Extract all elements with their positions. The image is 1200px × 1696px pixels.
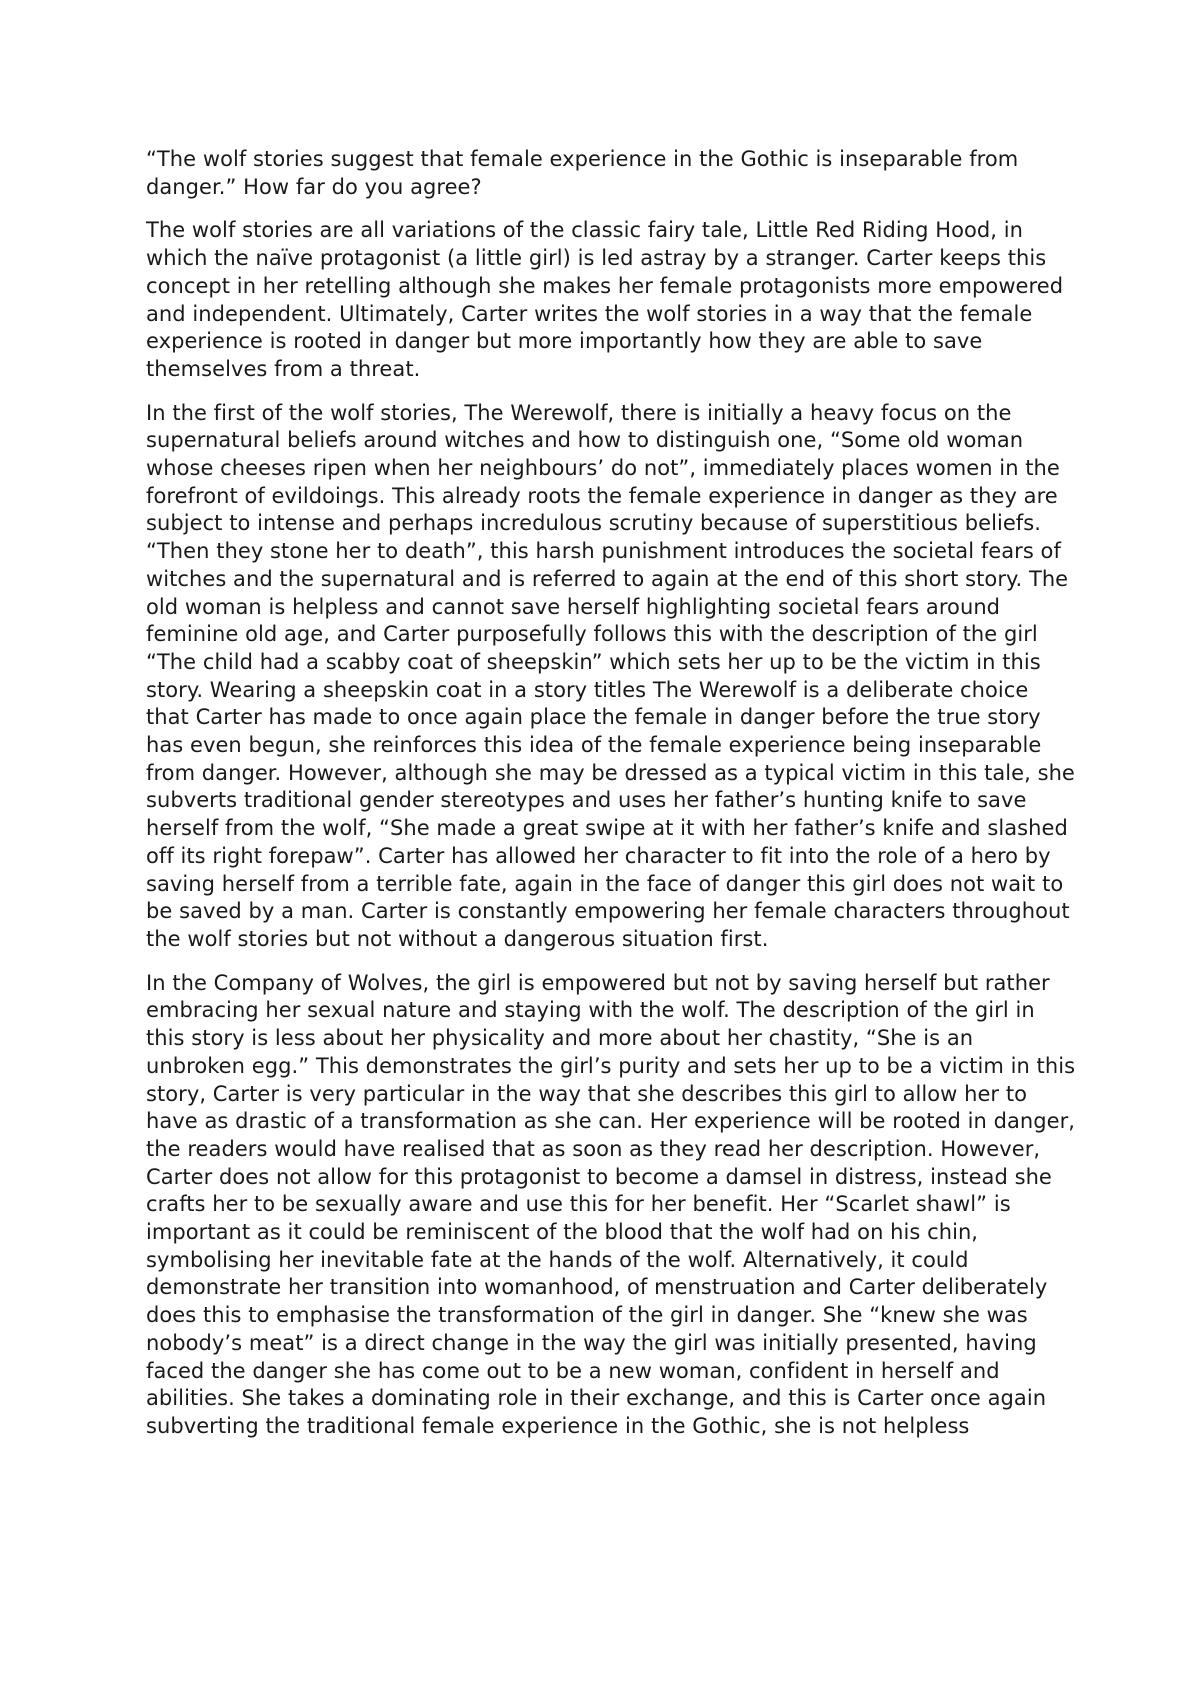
essay-question: “The wolf stories suggest that female experience in the Gothic is inseparable from danger.” How far do you agree? — [146, 147, 1019, 199]
company-of-wolves-paragraph: In the Company of Wolves, the girl is empowered but not by saving herself but rather embracing her sexual nature and staying with the wolf. The description of the girl in this story is less about her physicality and more about her chastity, “She is an unbroken egg.” This demonstrates the girl’s purity and sets her up to be a victim in this story, Carter is very particular in the way that she describes this girl to allow her to have as drastic of a transformation as she can. Her experience will be rooted in danger, the readers would have realised that as soon as they read her description. However, Carter does not allow for this protagonist to become a damsel in distress, instead she crafts her to be sexually aware and use this for her benefit. Her “Scarlet shawl” is important as it could be reminiscent of the blood that the wolf had on his chin, symbolising her inevitable fate at the hands of the wolf. Alternatively, it could demonstrate her transition into womanhood, of menstruation and Carter deliberately does this to emphasise the transformation of the girl in danger. She “knew she was nobody’s meat” is a direct change in the way the girl was initially presented, having faced the danger she has come out to be a new woman, confident in herself and abilities. She takes a dominating role in their exchange, and this is Carter once again subverting the traditional female experience in the Gothic, she is not helpless — [146, 970, 1076, 1438]
werewolf-paragraph: In the first of the wolf stories, The Werewolf, there is initially a heavy focus on the supernatural beliefs around witches and how to distinguish one, “Some old woman whose cheeses ripen when her neighbours’ do not”, immediately places women in the forefront of evildoings. This already roots the female experience in danger as they are subject to intense and perhaps incredulous scrutiny because of superstitious beliefs. “Then they stone her to death”, this harsh punishment introduces the societal fears of witches and the supernatural and is referred to again at the end of this short story. The old woman is helpless and cannot save herself highlighting societal fears around feminine old age, and Carter purposefully follows this with the description of the girl “The child had a scabby coat of sheepskin” which sets her up to be the victim in this story. Wearing a sheepskin coat in a story titles The Werewolf is a deliberate choice that Carter has made to once again place the female in danger before the true story has even begun, she reinforces this idea of the female experience being inseparable from danger. However, although she may be dressed as a typical victim in this tale, she subverts traditional gender stereotypes and uses her father’s hunting knife to save herself from the wolf, “She made a great swipe at it with her father’s knife and slashed off its right forepaw”. Carter has allowed her character to fit into the role of a hero by saving herself from a terrible fate, again in the face of danger this girl does not wait to be saved by a man. Carter is constantly empowering her female characters throughout the wolf stories but not without a dangerous situation first. — [146, 400, 1075, 951]
essay-body — [146, 146, 1076, 1457]
intro-paragraph: The wolf stories are all variations of the classic fairy tale, Little Red Riding Hood, in which the naïve protagonist (a little girl) is led astray by a stranger. Carter keeps this concept in her retelling although she makes her female protagonists more empowered and independent. Ultimately, Carter writes the wolf stories in a way that the female experience is rooted in danger but more importantly how they are able to save themselves from a threat. — [146, 218, 1064, 381]
